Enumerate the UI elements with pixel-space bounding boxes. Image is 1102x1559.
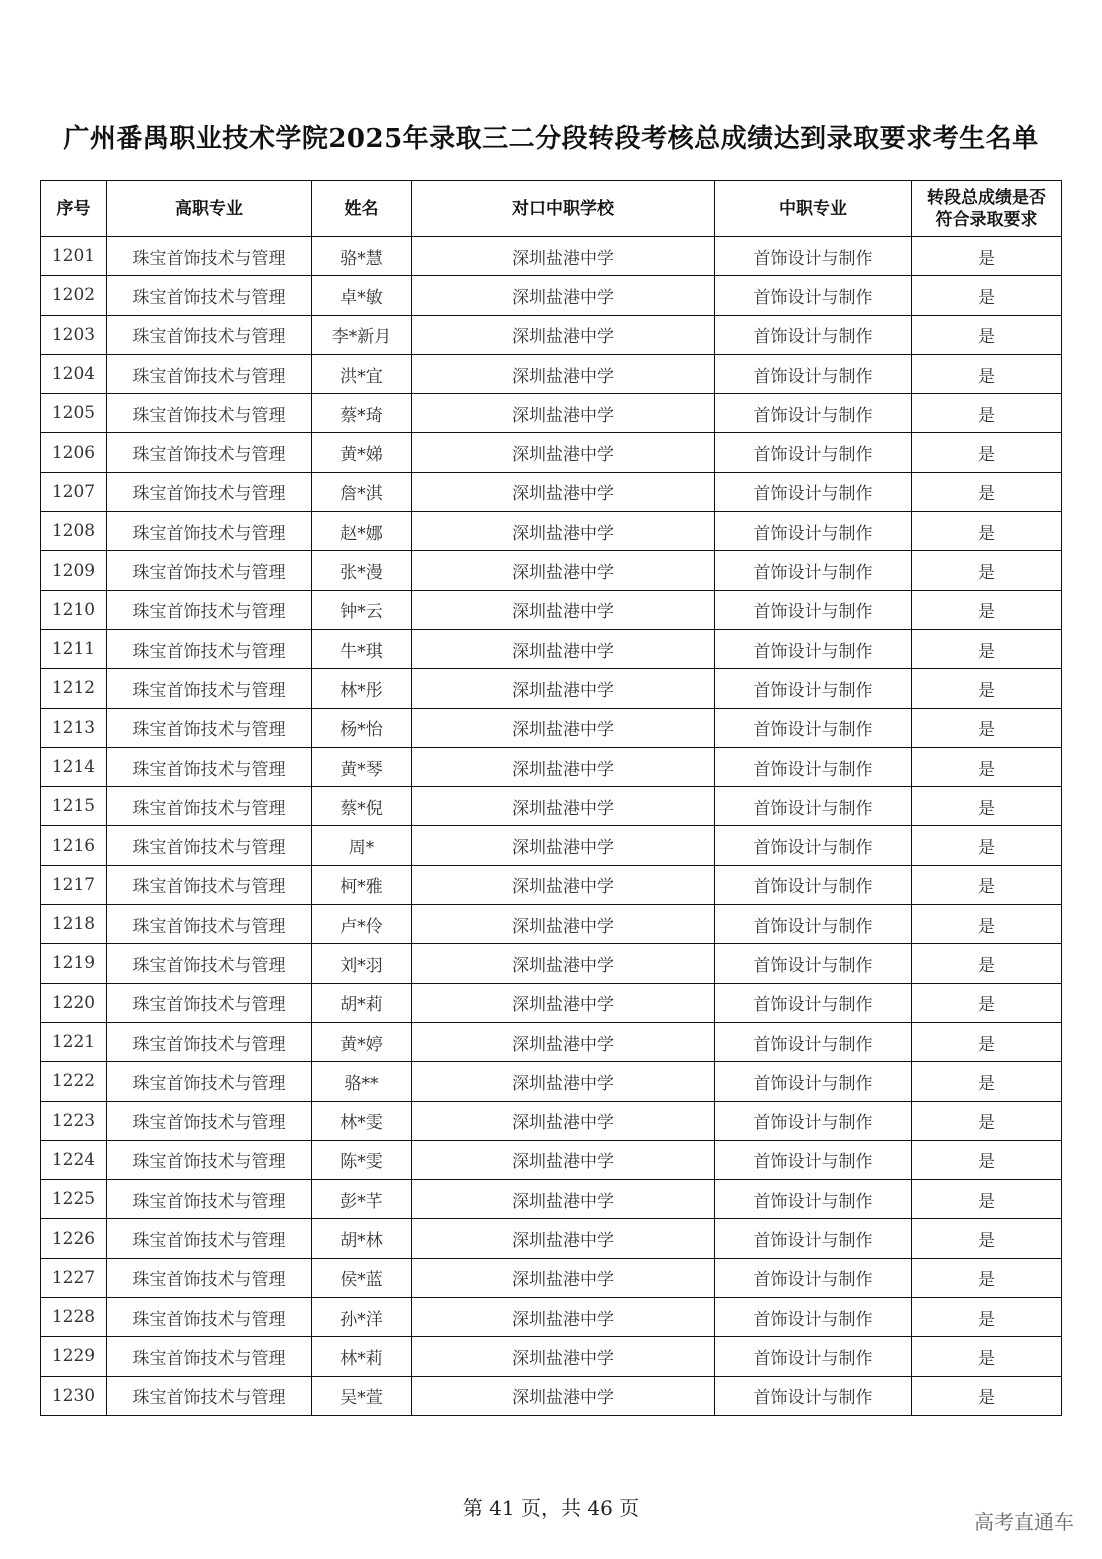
cell-college-major: 珠宝首饰技术与管理 xyxy=(107,1298,312,1337)
cell-name: 卢*伶 xyxy=(312,905,412,944)
cell-school: 深圳盐港中学 xyxy=(412,787,715,826)
cell-secondary-major: 首饰设计与制作 xyxy=(715,865,912,904)
cell-college-major: 珠宝首饰技术与管理 xyxy=(107,315,312,354)
cell-secondary-major: 首饰设计与制作 xyxy=(715,237,912,276)
cell-school: 深圳盐港中学 xyxy=(412,433,715,472)
cell-qualified: 是 xyxy=(912,983,1062,1022)
cell-index: 1227 xyxy=(41,1258,107,1297)
cell-secondary-major: 首饰设计与制作 xyxy=(715,669,912,708)
cell-school: 深圳盐港中学 xyxy=(412,865,715,904)
header-school: 对口中职学校 xyxy=(412,181,715,237)
table-row xyxy=(41,433,1062,472)
cell-secondary-major: 首饰设计与制作 xyxy=(715,472,912,511)
cell-index: 1229 xyxy=(41,1337,107,1376)
cell-name: 林*彤 xyxy=(312,669,412,708)
table-row xyxy=(41,237,1062,276)
table-row xyxy=(41,944,1062,983)
cell-school: 深圳盐港中学 xyxy=(412,1376,715,1415)
cell-school: 深圳盐港中学 xyxy=(412,669,715,708)
table-row xyxy=(41,472,1062,511)
cell-name: 刘*羽 xyxy=(312,944,412,983)
cell-qualified: 是 xyxy=(912,433,1062,472)
header-secondary-major: 中职专业 xyxy=(715,181,912,237)
cell-index: 1226 xyxy=(41,1219,107,1258)
cell-qualified: 是 xyxy=(912,1101,1062,1140)
cell-school: 深圳盐港中学 xyxy=(412,1062,715,1101)
cell-secondary-major: 首饰设计与制作 xyxy=(715,1258,912,1297)
cell-college-major: 珠宝首饰技术与管理 xyxy=(107,433,312,472)
cell-index: 1206 xyxy=(41,433,107,472)
cell-name: 吴*萱 xyxy=(312,1376,412,1415)
cell-school: 深圳盐港中学 xyxy=(412,1219,715,1258)
table-row xyxy=(41,1376,1062,1415)
cell-name: 柯*雅 xyxy=(312,865,412,904)
cell-name: 林*雯 xyxy=(312,1101,412,1140)
cell-college-major: 珠宝首饰技术与管理 xyxy=(107,276,312,315)
cell-secondary-major: 首饰设计与制作 xyxy=(715,315,912,354)
header-qualified: 转段总成绩是否符合录取要求 xyxy=(912,181,1062,237)
table-row xyxy=(41,590,1062,629)
cell-secondary-major: 首饰设计与制作 xyxy=(715,629,912,668)
cell-name: 黄*娣 xyxy=(312,433,412,472)
cell-qualified: 是 xyxy=(912,905,1062,944)
cell-school: 深圳盐港中学 xyxy=(412,944,715,983)
cell-secondary-major: 首饰设计与制作 xyxy=(715,1376,912,1415)
cell-college-major: 珠宝首饰技术与管理 xyxy=(107,747,312,786)
cell-index: 1210 xyxy=(41,590,107,629)
cell-qualified: 是 xyxy=(912,1062,1062,1101)
cell-index: 1202 xyxy=(41,276,107,315)
cell-index: 1220 xyxy=(41,983,107,1022)
table-row xyxy=(41,1180,1062,1219)
cell-qualified: 是 xyxy=(912,708,1062,747)
cell-secondary-major: 首饰设计与制作 xyxy=(715,1062,912,1101)
cell-qualified: 是 xyxy=(912,276,1062,315)
cell-index: 1209 xyxy=(41,551,107,590)
cell-qualified: 是 xyxy=(912,787,1062,826)
cell-college-major: 珠宝首饰技术与管理 xyxy=(107,1337,312,1376)
cell-college-major: 珠宝首饰技术与管理 xyxy=(107,826,312,865)
cell-index: 1218 xyxy=(41,905,107,944)
table-row xyxy=(41,629,1062,668)
cell-college-major: 珠宝首饰技术与管理 xyxy=(107,983,312,1022)
cell-name: 钟*云 xyxy=(312,590,412,629)
cell-school: 深圳盐港中学 xyxy=(412,747,715,786)
table-row xyxy=(41,983,1062,1022)
cell-index: 1213 xyxy=(41,708,107,747)
table-row xyxy=(41,1258,1062,1297)
header-college-major: 高职专业 xyxy=(107,181,312,237)
cell-name: 卓*敏 xyxy=(312,276,412,315)
cell-index: 1225 xyxy=(41,1180,107,1219)
cell-index: 1216 xyxy=(41,826,107,865)
cell-name: 骆*慧 xyxy=(312,237,412,276)
cell-college-major: 珠宝首饰技术与管理 xyxy=(107,1101,312,1140)
cell-qualified: 是 xyxy=(912,1298,1062,1337)
cell-qualified: 是 xyxy=(912,512,1062,551)
cell-name: 蔡*琦 xyxy=(312,394,412,433)
cell-index: 1222 xyxy=(41,1062,107,1101)
cell-index: 1230 xyxy=(41,1376,107,1415)
watermark: 高考直通车 xyxy=(974,1510,1074,1534)
cell-college-major: 珠宝首饰技术与管理 xyxy=(107,1140,312,1179)
cell-index: 1204 xyxy=(41,354,107,393)
cell-name: 杨*怡 xyxy=(312,708,412,747)
table-row xyxy=(41,1062,1062,1101)
cell-secondary-major: 首饰设计与制作 xyxy=(715,905,912,944)
cell-school: 深圳盐港中学 xyxy=(412,1101,715,1140)
cell-qualified: 是 xyxy=(912,1337,1062,1376)
cell-secondary-major: 首饰设计与制作 xyxy=(715,1219,912,1258)
cell-name: 蔡*倪 xyxy=(312,787,412,826)
cell-college-major: 珠宝首饰技术与管理 xyxy=(107,708,312,747)
cell-name: 胡*莉 xyxy=(312,983,412,1022)
cell-name: 彭*芊 xyxy=(312,1180,412,1219)
cell-school: 深圳盐港中学 xyxy=(412,472,715,511)
cell-name: 林*莉 xyxy=(312,1337,412,1376)
cell-qualified: 是 xyxy=(912,1022,1062,1061)
cell-secondary-major: 首饰设计与制作 xyxy=(715,983,912,1022)
cell-school: 深圳盐港中学 xyxy=(412,1298,715,1337)
cell-name: 孙*洋 xyxy=(312,1298,412,1337)
cell-school: 深圳盐港中学 xyxy=(412,708,715,747)
cell-school: 深圳盐港中学 xyxy=(412,237,715,276)
cell-secondary-major: 首饰设计与制作 xyxy=(715,1101,912,1140)
cell-name: 李*新月 xyxy=(312,315,412,354)
cell-school: 深圳盐港中学 xyxy=(412,905,715,944)
cell-college-major: 珠宝首饰技术与管理 xyxy=(107,1062,312,1101)
cell-secondary-major: 首饰设计与制作 xyxy=(715,1298,912,1337)
cell-college-major: 珠宝首饰技术与管理 xyxy=(107,1376,312,1415)
cell-name: 侯*蓝 xyxy=(312,1258,412,1297)
cell-secondary-major: 首饰设计与制作 xyxy=(715,944,912,983)
cell-secondary-major: 首饰设计与制作 xyxy=(715,590,912,629)
cell-index: 1228 xyxy=(41,1298,107,1337)
cell-qualified: 是 xyxy=(912,1140,1062,1179)
table-row xyxy=(41,708,1062,747)
cell-name: 张*漫 xyxy=(312,551,412,590)
cell-name: 洪*宜 xyxy=(312,354,412,393)
cell-index: 1205 xyxy=(41,394,107,433)
cell-index: 1221 xyxy=(41,1022,107,1061)
cell-index: 1212 xyxy=(41,669,107,708)
cell-secondary-major: 首饰设计与制作 xyxy=(715,551,912,590)
cell-index: 1214 xyxy=(41,747,107,786)
cell-secondary-major: 首饰设计与制作 xyxy=(715,1140,912,1179)
cell-college-major: 珠宝首饰技术与管理 xyxy=(107,1022,312,1061)
cell-name: 胡*林 xyxy=(312,1219,412,1258)
cell-qualified: 是 xyxy=(912,315,1062,354)
table-row xyxy=(41,512,1062,551)
table-row xyxy=(41,1219,1062,1258)
table-row xyxy=(41,787,1062,826)
cell-name: 赵*娜 xyxy=(312,512,412,551)
admission-table xyxy=(40,180,1062,1416)
cell-index: 1219 xyxy=(41,944,107,983)
cell-school: 深圳盐港中学 xyxy=(412,629,715,668)
cell-college-major: 珠宝首饰技术与管理 xyxy=(107,905,312,944)
cell-secondary-major: 首饰设计与制作 xyxy=(715,1337,912,1376)
cell-college-major: 珠宝首饰技术与管理 xyxy=(107,354,312,393)
cell-school: 深圳盐港中学 xyxy=(412,826,715,865)
cell-school: 深圳盐港中学 xyxy=(412,354,715,393)
table-row xyxy=(41,905,1062,944)
cell-college-major: 珠宝首饰技术与管理 xyxy=(107,1180,312,1219)
cell-index: 1224 xyxy=(41,1140,107,1179)
cell-qualified: 是 xyxy=(912,237,1062,276)
cell-college-major: 珠宝首饰技术与管理 xyxy=(107,512,312,551)
cell-qualified: 是 xyxy=(912,1180,1062,1219)
cell-school: 深圳盐港中学 xyxy=(412,315,715,354)
cell-qualified: 是 xyxy=(912,551,1062,590)
cell-secondary-major: 首饰设计与制作 xyxy=(715,708,912,747)
cell-name: 詹*淇 xyxy=(312,472,412,511)
page-number: 第 41 页，共 46 页 xyxy=(462,1496,640,1520)
cell-qualified: 是 xyxy=(912,590,1062,629)
cell-college-major: 珠宝首饰技术与管理 xyxy=(107,590,312,629)
cell-index: 1217 xyxy=(41,865,107,904)
cell-name: 骆** xyxy=(312,1062,412,1101)
cell-school: 深圳盐港中学 xyxy=(412,983,715,1022)
cell-school: 深圳盐港中学 xyxy=(412,512,715,551)
cell-qualified: 是 xyxy=(912,629,1062,668)
table-row xyxy=(41,1022,1062,1061)
cell-college-major: 珠宝首饰技术与管理 xyxy=(107,669,312,708)
cell-qualified: 是 xyxy=(912,826,1062,865)
cell-qualified: 是 xyxy=(912,1219,1062,1258)
cell-school: 深圳盐港中学 xyxy=(412,590,715,629)
cell-secondary-major: 首饰设计与制作 xyxy=(715,747,912,786)
table-row xyxy=(41,826,1062,865)
header-index: 序号 xyxy=(41,181,107,237)
cell-college-major: 珠宝首饰技术与管理 xyxy=(107,394,312,433)
cell-qualified: 是 xyxy=(912,1258,1062,1297)
table-row xyxy=(41,276,1062,315)
table-row xyxy=(41,394,1062,433)
cell-school: 深圳盐港中学 xyxy=(412,1337,715,1376)
cell-index: 1201 xyxy=(41,237,107,276)
cell-secondary-major: 首饰设计与制作 xyxy=(715,826,912,865)
cell-secondary-major: 首饰设计与制作 xyxy=(715,1022,912,1061)
table-row xyxy=(41,1101,1062,1140)
cell-college-major: 珠宝首饰技术与管理 xyxy=(107,865,312,904)
cell-name: 牛*琪 xyxy=(312,629,412,668)
cell-school: 深圳盐港中学 xyxy=(412,276,715,315)
cell-secondary-major: 首饰设计与制作 xyxy=(715,354,912,393)
cell-secondary-major: 首饰设计与制作 xyxy=(715,787,912,826)
cell-qualified: 是 xyxy=(912,354,1062,393)
table-row xyxy=(41,865,1062,904)
cell-school: 深圳盐港中学 xyxy=(412,1140,715,1179)
cell-qualified: 是 xyxy=(912,472,1062,511)
cell-college-major: 珠宝首饰技术与管理 xyxy=(107,472,312,511)
cell-secondary-major: 首饰设计与制作 xyxy=(715,433,912,472)
table-row xyxy=(41,1298,1062,1337)
cell-index: 1208 xyxy=(41,512,107,551)
cell-index: 1215 xyxy=(41,787,107,826)
cell-index: 1223 xyxy=(41,1101,107,1140)
cell-qualified: 是 xyxy=(912,669,1062,708)
cell-school: 深圳盐港中学 xyxy=(412,1022,715,1061)
cell-index: 1207 xyxy=(41,472,107,511)
cell-secondary-major: 首饰设计与制作 xyxy=(715,394,912,433)
table-row xyxy=(41,354,1062,393)
cell-school: 深圳盐港中学 xyxy=(412,551,715,590)
table-row xyxy=(41,551,1062,590)
cell-name: 陈*雯 xyxy=(312,1140,412,1179)
cell-qualified: 是 xyxy=(912,394,1062,433)
table-header-row xyxy=(41,181,1062,237)
cell-college-major: 珠宝首饰技术与管理 xyxy=(107,944,312,983)
cell-name: 黄*婷 xyxy=(312,1022,412,1061)
table-row xyxy=(41,1140,1062,1179)
cell-college-major: 珠宝首饰技术与管理 xyxy=(107,1258,312,1297)
cell-college-major: 珠宝首饰技术与管理 xyxy=(107,629,312,668)
cell-secondary-major: 首饰设计与制作 xyxy=(715,1180,912,1219)
cell-qualified: 是 xyxy=(912,747,1062,786)
cell-college-major: 珠宝首饰技术与管理 xyxy=(107,551,312,590)
cell-index: 1203 xyxy=(41,315,107,354)
cell-name: 黄*琴 xyxy=(312,747,412,786)
cell-college-major: 珠宝首饰技术与管理 xyxy=(107,1219,312,1258)
cell-school: 深圳盐港中学 xyxy=(412,1180,715,1219)
cell-secondary-major: 首饰设计与制作 xyxy=(715,512,912,551)
document-title: 广州番禺职业技术学院2025年录取三二分段转段考核总成绩达到录取要求考生名单 xyxy=(63,124,1039,154)
cell-qualified: 是 xyxy=(912,865,1062,904)
cell-name: 周* xyxy=(312,826,412,865)
table-row xyxy=(41,669,1062,708)
table-row xyxy=(41,1337,1062,1376)
cell-college-major: 珠宝首饰技术与管理 xyxy=(107,787,312,826)
table-row xyxy=(41,747,1062,786)
cell-school: 深圳盐港中学 xyxy=(412,394,715,433)
cell-secondary-major: 首饰设计与制作 xyxy=(715,276,912,315)
table-row xyxy=(41,315,1062,354)
cell-college-major: 珠宝首饰技术与管理 xyxy=(107,237,312,276)
cell-qualified: 是 xyxy=(912,1376,1062,1415)
cell-school: 深圳盐港中学 xyxy=(412,1258,715,1297)
cell-index: 1211 xyxy=(41,629,107,668)
cell-qualified: 是 xyxy=(912,944,1062,983)
header-name: 姓名 xyxy=(312,181,412,237)
